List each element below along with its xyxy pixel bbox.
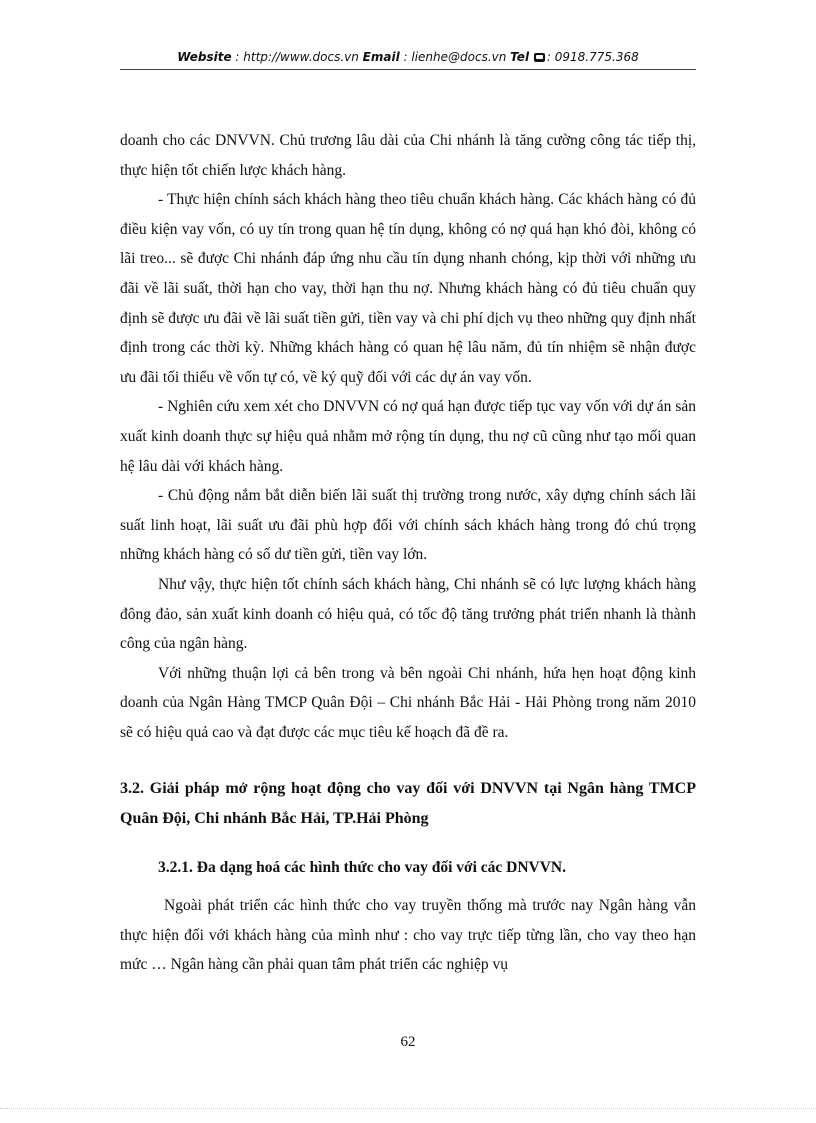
paragraph-summary: Như vậy, thực hiện tốt chính sách khách hàng, Chi nhánh sẽ có lực lượng khách hàng đông đảo, sản xuất kinh doanh có hiệu quả, có tốc độ tăng trưởng phát triển nhanh là thành công của ngân hàng. [120, 575, 696, 653]
website-label: Website [177, 50, 232, 64]
paragraph-loan-forms: Ngoài phát triển các hình thức cho vay truyền thống mà trước nay Ngân hàng vẫn thực hiện đối với khách hàng của mình như : cho vay trực tiếp từng lần, cho vay theo hạn mức … Ngân hàng cần phải quan tâm phát triển các nghiệp vụ [120, 897, 696, 974]
paragraph-continuation: doanh cho các DNVVN. Chủ trương lâu dài của Chi nhánh là tăng cường công tác tiếp thị, thực hiện tốt chiến lược khách hàng. [120, 132, 696, 179]
paragraph-overdue-loans: - Nghiên cứu xem xét cho DNVVN có nợ quá hạn được tiếp tục vay vốn với dự án sản xuất kinh doanh thực sự hiệu quả nhằm mở rộng tín dụng, thu nợ cũ cũng như tạo mối quan hệ lâu dài với khách hàng. [120, 398, 696, 475]
email-value: : lienhe@docs.vn [399, 50, 511, 64]
document-body [120, 126, 696, 980]
tel-value: : 0918.775.368 [546, 50, 639, 64]
page-number: 62 [400, 1034, 416, 1050]
page-header [120, 50, 696, 64]
header-divider [120, 69, 696, 70]
paragraph-interest-rate: - Chủ động nắm bắt diễn biến lãi suất thị trường trong nước, xây dựng chính sách lãi suất linh hoạt, lãi suất ưu đãi phù hợp đối với chính sách khách hàng trong đó chú trọng những khách hàng có số dư tiền gửi, tiền vay lớn. [120, 487, 696, 564]
subsection-heading: 3.2.1. Đa dạng hoá các hình thức cho vay đối với các DNVVN. [158, 858, 566, 876]
tel-label: Tel [510, 50, 530, 64]
email-label: Email [362, 50, 400, 64]
phone-icon [534, 53, 545, 62]
paragraph-outlook: Với những thuận lợi cả bên trong và bên ngoài Chi nhánh, hứa hẹn hoạt động kinh doanh của Ngân Hàng TMCP Quân Đội – Chi nhánh Bắc Hải - Hải Phòng trong năm 2010 sẽ có hiệu quả cao và đạt được các mục tiêu kế hoạch đã đề ra. [120, 664, 696, 741]
paragraph-customer-policy: - Thực hiện chính sách khách hàng theo tiêu chuẩn khách hàng. Các khách hàng có đủ điều kiện vay vốn, có uy tín trong quan hệ tín dụng, không có nợ quá hạn khó đòi, không có lãi treo... sẽ được Chi nhánh đáp ứng nhu cầu tín dụng nhanh chóng, kịp thời với những ưu đãi về lãi suất, thời hạn cho vay, thời hạn thu nợ. Nhưng khách hàng có đủ tiêu chuẩn quy định sẽ được ưu đãi về lãi suất tiền gửi, tiền vay và chi phí dịch vụ theo những quy định nhất định trong các thời kỳ. Những khách hàng có quan hệ lâu năm, đủ tín nhiệm sẽ nhận được ưu đãi tối thiểu về vốn tự có, về ký quỹ đối với các dự án vay vốn. [120, 191, 696, 386]
website-value: : http://www.docs.vn [231, 50, 363, 64]
page-bottom-border [0, 1108, 816, 1109]
section-heading: 3.2. Giải pháp mở rộng hoạt động cho vay đối với DNVVN tại Ngân hàng TMCP Quân Đội, Chi nhánh Bắc Hải, TP.Hải Phòng [120, 780, 696, 828]
